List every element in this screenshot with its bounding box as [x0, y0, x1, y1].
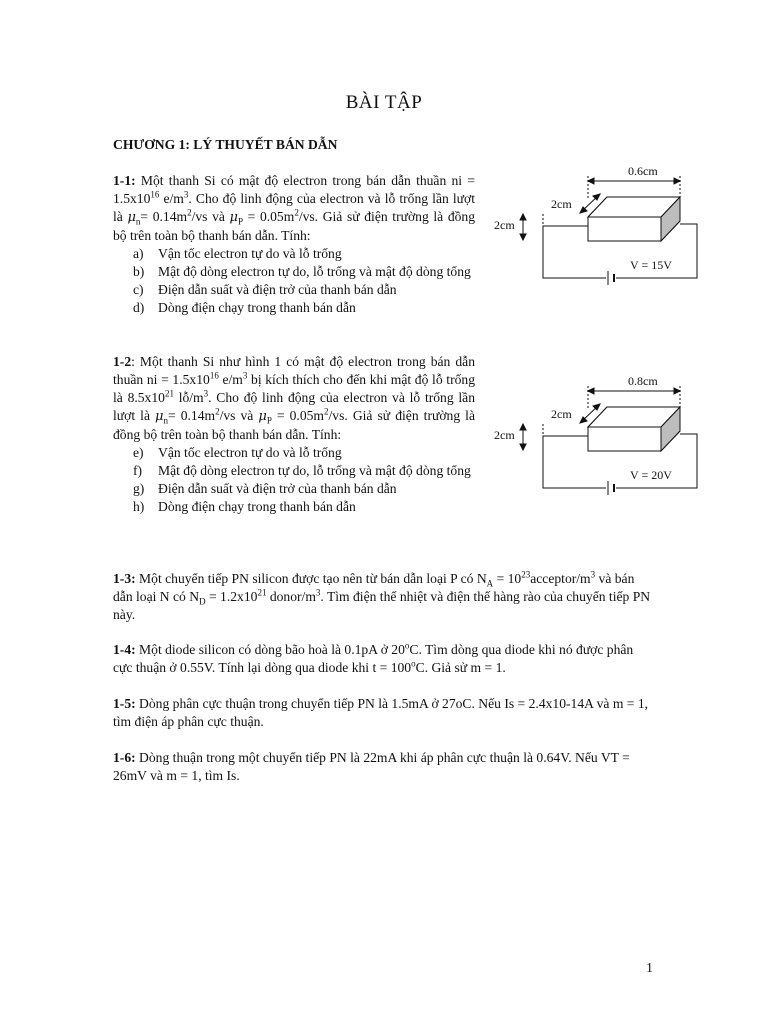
problem-1-3: 1-3: Một chuyển tiếp PN silicon được tạo nên từ bán dẫn loại P có $N_A$ = $10^{23}acceptor/m^3$ và bán dẫn loại N có $N_D = 1.2x10^{21}$ donor/$m^3$. Tìm điện thế nhiệt và điện thế hàng rào của chuyển tiếp PN này. [113, 569, 651, 622]
problem-number: 1-1: [113, 173, 136, 188]
list-item: h) Dòng điện chạy trong thanh bán dẫn [133, 499, 356, 514]
height-label: 2cm [494, 218, 515, 232]
list-item: a) Vận tốc electron tự do và lỗ trống [133, 246, 342, 261]
arrowhead [588, 388, 594, 394]
depth-label: 2cm [551, 407, 572, 421]
mu-symbol: μ [258, 409, 267, 424]
voltage-label: V = 20V [630, 468, 672, 482]
page-title: BÀI TẬP [345, 92, 423, 113]
arrowhead [520, 424, 526, 430]
mu-symbol: μ [127, 210, 136, 225]
problem-number: 1-2 [113, 354, 132, 369]
height-label: 2cm [494, 428, 515, 442]
problem-number: 1-6: [113, 750, 136, 765]
problem-number: 1-4: [113, 642, 136, 657]
arrowhead [520, 444, 526, 450]
problem-number: 1-5: [113, 696, 136, 711]
problem-1-1 [113, 172, 475, 317]
mu-symbol: μ [229, 210, 238, 225]
arrowhead [520, 234, 526, 240]
problem-1-2-statement: 1-2: Một thanh Si như hình 1 có mật độ electron trong bán dẫn thuần ni = $1.5x10^{16}$ $e/m^3$ bị kích thích cho đến khi mật độ lỗ trống là $8.5x10^{21}$ $lỗ/m^3$. Cho độ linh động của electron và lỗ trống lần lượt là $\mu_n= 0.14m^2/vs$ và $\mu_P = 0.05m^2/vs$. Giả sử điện trường là đồng bộ trên toàn bộ thanh bán dẫn. Tính: [113, 354, 475, 442]
arrowhead [520, 214, 526, 220]
chapter-heading: CHƯƠNG 1: LÝ THUYẾT BÁN DẪN [113, 137, 338, 152]
voltage-label: V = 15V [630, 258, 672, 272]
problem-number: 1-3: [113, 571, 136, 586]
problem-1-5: 1-5: Dòng phân cực thuận trong chuyển tiếp PN là 1.5mA ở 27oC. Nếu Is = 2.4x10-14A và m = 1, tìm điện áp phân cực thuận. [113, 696, 649, 729]
depth-label: 2cm [551, 197, 572, 211]
list-item: c) Điện dẫn suất và điện trở của thanh bán dẫn [133, 282, 397, 297]
list-item: e) Vận tốc electron tự do và lỗ trống [133, 445, 342, 460]
problem-1-4: 1-4: Một diode silicon có dòng bão hoà là 0.1pA ở 20$^o$C. Tìm dòng qua diode khi nó được phân cực thuận ở 0.55V. Tính lại dòng qua diode khi $t = 100^oC$. Giả sử m = 1. [113, 640, 634, 675]
list-item: g) Điện dẫn suất và điện trở của thanh bán dẫn [133, 481, 397, 496]
length-label: 0.6cm [628, 164, 658, 178]
page-number: 1 [646, 961, 653, 976]
arrowhead [674, 178, 680, 184]
list-item: d) Dòng điện chạy trong thanh bán dẫn [133, 300, 356, 315]
problem-1-2 [113, 353, 475, 516]
problem-1-1-tasks [113, 245, 475, 317]
figure-1-silicon-bar [488, 158, 708, 288]
list-item: b) Mật độ dòng electron tự do, lỗ trống và mật độ dòng tổng [133, 264, 471, 279]
problem-1-6: 1-6: Dòng thuận trong một chuyển tiếp PN là 22mA khi áp phân cực thuận là 0.64V. Nếu VT = 26mV và m = 1, tìm Is. [113, 750, 630, 783]
problem-1-2-tasks [113, 444, 475, 516]
arrowhead [674, 388, 680, 394]
figure-2-silicon-bar [488, 368, 708, 498]
length-label: 0.8cm [628, 374, 658, 388]
problem-1-1-statement: 1-1: Một thanh Si có mật độ electron trong bán dẫn thuần ni = $1.5x10^{16}$ $e/m^3$. Cho độ linh động của electron và lỗ trống lần lượt là $\mu_n= 0.14m^2/vs$ và $\mu_P = 0.05m^2/vs$. Giả sử điện trường là đồng bộ trên toàn bộ thanh bán dẫn. Tính: [113, 173, 476, 243]
list-item: f) Mật độ dòng electron tự do, lỗ trống và mật độ dòng tổng [133, 463, 471, 478]
arrowhead [588, 178, 594, 184]
mu-symbol: μ [155, 409, 164, 424]
